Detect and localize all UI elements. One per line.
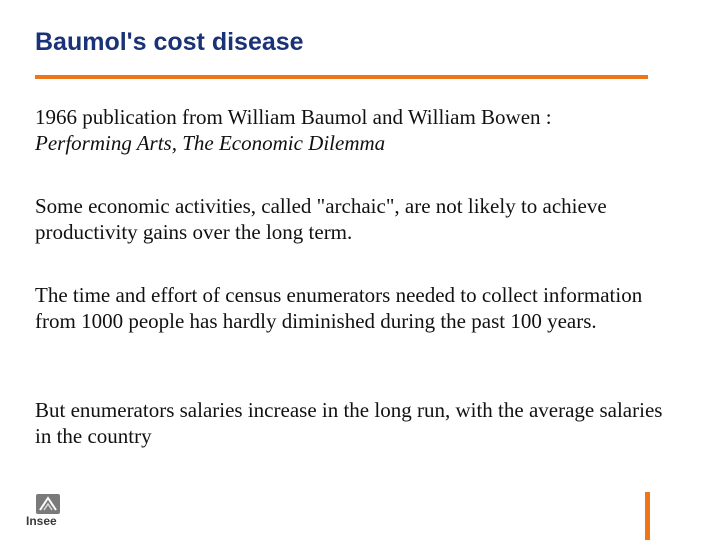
paragraph-enumerator-salaries: But enumerators salaries increase in the long run, with the average salaries in the country [35, 398, 663, 448]
title-underline [35, 75, 648, 79]
paragraph-publication [35, 104, 675, 156]
insee-logo [26, 494, 66, 534]
slide-title: Baumol's cost disease [35, 28, 304, 56]
corner-accent-bar [645, 492, 650, 540]
publication-title: Performing Arts, The Economic Dilemma [35, 131, 386, 155]
paragraph-archaic-activities: Some economic activities, called "archaic", are not likely to achieve productivity gains over the long term. [35, 194, 607, 244]
publication-text: 1966 publication from William Baumol and William Bowen : [35, 105, 552, 129]
logo-wordmark: Insee [26, 514, 57, 528]
insee-logo-icon [36, 494, 60, 514]
paragraph-census-enumerators: The time and effort of census enumerators needed to collect information from 1000 people has hardly diminished during the past 100 years. [35, 283, 643, 333]
